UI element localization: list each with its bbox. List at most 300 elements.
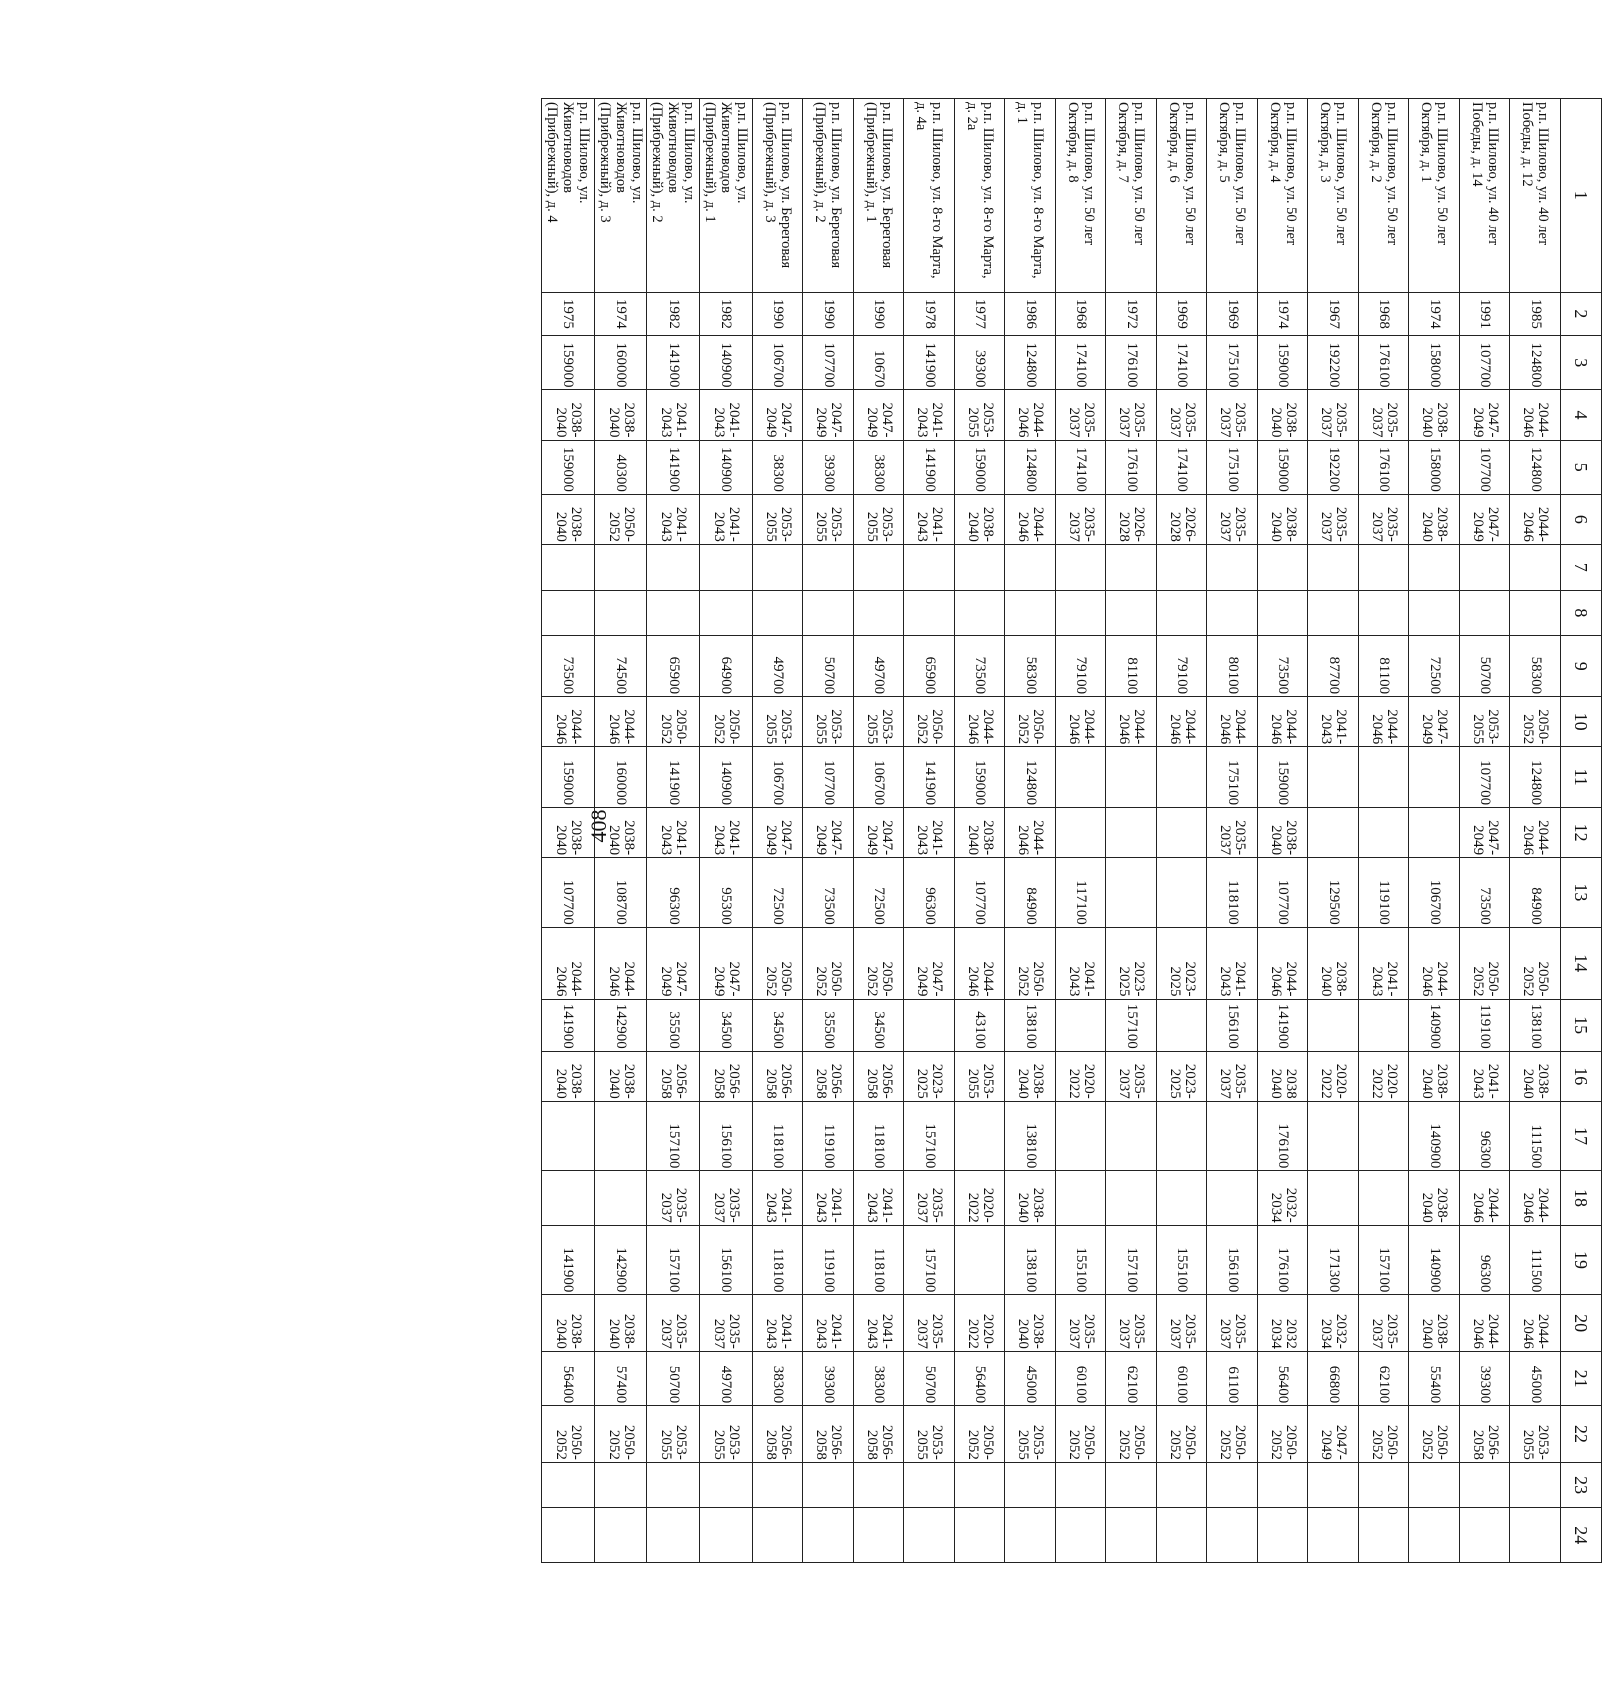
column-header-15: 15 bbox=[1561, 999, 1602, 1051]
period-end: 2043 bbox=[914, 407, 931, 438]
year-cell: 1978 bbox=[904, 292, 955, 336]
period-start: 2035- bbox=[725, 1187, 742, 1223]
value-cell bbox=[1207, 544, 1258, 590]
value-cell bbox=[1358, 697, 1409, 747]
period-end: 2040 bbox=[1267, 825, 1284, 856]
period-start: 2035- bbox=[1333, 402, 1350, 438]
period-start: 2044- bbox=[1080, 709, 1097, 745]
value-cell bbox=[700, 1508, 753, 1563]
value-cell: 156100 bbox=[1207, 999, 1258, 1051]
period-start: 2056- bbox=[1484, 1424, 1501, 1460]
value-cell bbox=[647, 1171, 700, 1225]
value-cell: 74500 bbox=[594, 636, 647, 697]
value-cell: 159000 bbox=[1257, 440, 1308, 494]
period-start: 2044- bbox=[1535, 820, 1552, 856]
value-cell bbox=[1156, 1051, 1207, 1101]
period-start: 2041- bbox=[828, 1313, 845, 1349]
period-start: 2047- bbox=[878, 820, 895, 856]
year-cell: 1969 bbox=[1156, 292, 1207, 336]
period-start: 2047- bbox=[725, 961, 742, 997]
value-cell bbox=[803, 1295, 854, 1352]
value-cell: 39300 bbox=[1459, 1351, 1510, 1405]
value-cell bbox=[542, 544, 595, 590]
value-cell bbox=[1207, 1462, 1258, 1508]
value-cell bbox=[1005, 590, 1056, 636]
value-cell bbox=[954, 1462, 1005, 1508]
period-end: 2049 bbox=[1318, 1429, 1335, 1460]
period-start: 2041- bbox=[1333, 709, 1350, 745]
address-cell: р.п. Шилово, ул. 50 лет Октября, д. 4 bbox=[1257, 99, 1308, 293]
period-start: 2026- bbox=[1131, 506, 1148, 542]
value-cell bbox=[1358, 1508, 1409, 1563]
period-start: 2038- bbox=[567, 1313, 584, 1349]
period-end: 2046 bbox=[1267, 966, 1284, 997]
value-cell: 34500 bbox=[700, 999, 753, 1051]
value-cell bbox=[1207, 390, 1258, 440]
period-start: 2053- bbox=[673, 1424, 690, 1460]
period-start: 2050- bbox=[1181, 1424, 1198, 1460]
value-cell bbox=[853, 1406, 904, 1463]
value-cell bbox=[1510, 1171, 1561, 1225]
period-start: 2053- bbox=[1535, 1424, 1552, 1460]
value-cell bbox=[1055, 1101, 1106, 1171]
address-cell: р.п. Шилово, ул. Животноводов (Прибрежный), д. 2 bbox=[647, 99, 700, 293]
period-end: 2046 bbox=[1520, 825, 1537, 856]
table-row bbox=[542, 99, 595, 1563]
period-start: 2044- bbox=[1181, 709, 1198, 745]
period-start: 2053- bbox=[777, 709, 794, 745]
column-header-21: 21 bbox=[1561, 1351, 1602, 1405]
period-start: 2035- bbox=[1131, 402, 1148, 438]
period-end: 2037 bbox=[1116, 1318, 1133, 1349]
value-cell: 58300 bbox=[1005, 636, 1056, 697]
column-header-17: 17 bbox=[1561, 1101, 1602, 1171]
value-cell bbox=[954, 808, 1005, 858]
value-cell bbox=[1510, 390, 1561, 440]
value-cell bbox=[1055, 1051, 1106, 1101]
year-cell: 1990 bbox=[752, 292, 803, 336]
period-start: 2038- bbox=[620, 1063, 637, 1099]
value-cell: 49700 bbox=[752, 636, 803, 697]
period-start: 2050- bbox=[620, 1424, 637, 1460]
value-cell: 39300 bbox=[803, 440, 854, 494]
period-start: 2047- bbox=[929, 961, 946, 997]
value-cell bbox=[1358, 927, 1409, 999]
value-cell: 175100 bbox=[1207, 440, 1258, 494]
page-number: 408 bbox=[586, 809, 611, 843]
period-start: 2035- bbox=[1232, 1313, 1249, 1349]
value-cell bbox=[904, 927, 955, 999]
period-end: 2046 bbox=[1217, 714, 1234, 745]
column-header-14: 14 bbox=[1561, 927, 1602, 999]
value-cell bbox=[542, 1462, 595, 1508]
period-start: 2050- bbox=[929, 709, 946, 745]
value-cell: 56400 bbox=[1257, 1351, 1308, 1405]
value-cell bbox=[1156, 1406, 1207, 1463]
value-cell bbox=[1257, 494, 1308, 544]
column-header-2: 2 bbox=[1561, 292, 1602, 336]
address-cell: р.п. Шилово, ул. 8-го Марта, д. 2а bbox=[954, 99, 1005, 293]
period-end: 2028 bbox=[1166, 511, 1183, 542]
period-end: 2052 bbox=[914, 714, 931, 745]
period-end: 2037 bbox=[1368, 1318, 1385, 1349]
period-start: 2047- bbox=[1333, 1424, 1350, 1460]
value-cell bbox=[1156, 747, 1207, 808]
value-cell: 157100 bbox=[647, 1225, 700, 1295]
value-cell: 39300 bbox=[954, 336, 1005, 390]
year-cell: 1968 bbox=[1358, 292, 1409, 336]
period-end: 2037 bbox=[914, 1192, 931, 1223]
value-cell bbox=[1409, 1051, 1460, 1101]
value-cell bbox=[904, 544, 955, 590]
value-cell bbox=[1510, 1295, 1561, 1352]
value-cell bbox=[904, 1462, 955, 1508]
period-start: 2044- bbox=[1535, 402, 1552, 438]
period-end: 2022 bbox=[1065, 1068, 1082, 1099]
value-cell: 65900 bbox=[904, 636, 955, 697]
period-start: 2035- bbox=[1131, 1063, 1148, 1099]
value-cell bbox=[1308, 494, 1359, 544]
value-cell bbox=[542, 808, 595, 858]
period-start: 2044- bbox=[1131, 709, 1148, 745]
table-row bbox=[1005, 99, 1056, 1563]
value-cell: 176100 bbox=[1358, 336, 1409, 390]
value-cell bbox=[1459, 494, 1510, 544]
value-cell: 84900 bbox=[1005, 858, 1056, 928]
period-end: 2043 bbox=[710, 825, 727, 856]
value-cell: 107700 bbox=[542, 858, 595, 928]
value-cell bbox=[1055, 1462, 1106, 1508]
period-end: 2055 bbox=[813, 511, 830, 542]
period-end: 2043 bbox=[710, 407, 727, 438]
value-cell bbox=[1358, 590, 1409, 636]
value-cell: 159000 bbox=[954, 747, 1005, 808]
table-row bbox=[1459, 99, 1510, 1563]
period-start: 2038- bbox=[620, 820, 637, 856]
column-header-7: 7 bbox=[1561, 544, 1602, 590]
value-cell bbox=[904, 1295, 955, 1352]
rotated-table-frame bbox=[541, 98, 1602, 1563]
period-start: 2032- bbox=[1333, 1313, 1350, 1349]
value-cell bbox=[1106, 1051, 1157, 1101]
value-cell: 138100 bbox=[1510, 999, 1561, 1051]
value-cell: 175100 bbox=[1207, 336, 1258, 390]
period-end: 2046 bbox=[1015, 407, 1032, 438]
value-cell: 157100 bbox=[904, 1225, 955, 1295]
address-cell: р.п. Шилово, ул. Береговая (Прибрежный), д. 2 bbox=[803, 99, 854, 293]
column-header-23: 23 bbox=[1561, 1462, 1602, 1508]
period-end: 2037 bbox=[1065, 511, 1082, 542]
period-end: 2058 bbox=[658, 1068, 675, 1099]
value-cell bbox=[594, 1462, 647, 1508]
period-end: 2052 bbox=[1469, 966, 1486, 997]
value-cell: 124800 bbox=[1510, 336, 1561, 390]
value-cell bbox=[1510, 1051, 1561, 1101]
value-cell bbox=[700, 697, 753, 747]
value-cell: 73500 bbox=[1459, 858, 1510, 928]
value-cell: 96300 bbox=[1459, 1225, 1510, 1295]
period-start: 2020- bbox=[1333, 1063, 1350, 1099]
value-cell bbox=[1257, 808, 1308, 858]
period-end: 2043 bbox=[658, 511, 675, 542]
period-end: 2052 bbox=[863, 966, 880, 997]
period-start: 2041- bbox=[1080, 961, 1097, 997]
period-start: 2035- bbox=[1181, 402, 1198, 438]
period-end: 2037 bbox=[1368, 511, 1385, 542]
period-end: 2037 bbox=[658, 1192, 675, 1223]
period-end: 2037 bbox=[658, 1318, 675, 1349]
value-cell bbox=[1358, 747, 1409, 808]
value-cell bbox=[1156, 390, 1207, 440]
period-end: 2058 bbox=[1469, 1429, 1486, 1460]
year-cell: 1972 bbox=[1106, 292, 1157, 336]
value-cell bbox=[1409, 390, 1460, 440]
table-row bbox=[1308, 99, 1359, 1563]
value-cell bbox=[1156, 697, 1207, 747]
value-cell: 176100 bbox=[1106, 440, 1157, 494]
period-end: 2025 bbox=[1166, 966, 1183, 997]
period-end: 2055 bbox=[863, 511, 880, 542]
value-cell: 140900 bbox=[700, 440, 753, 494]
period-end: 2052 bbox=[1015, 966, 1032, 997]
period-end: 2046 bbox=[1015, 825, 1032, 856]
period-start: 2041- bbox=[1383, 961, 1400, 997]
value-cell bbox=[853, 494, 904, 544]
period-end: 2046 bbox=[964, 966, 981, 997]
period-start: 2038- bbox=[979, 506, 996, 542]
period-start: 2044- bbox=[1232, 709, 1249, 745]
value-cell bbox=[1257, 590, 1308, 636]
value-cell: 157100 bbox=[1358, 1225, 1409, 1295]
value-cell: 73500 bbox=[803, 858, 854, 928]
value-cell: 50700 bbox=[803, 636, 854, 697]
value-cell: 138100 bbox=[1005, 999, 1056, 1051]
value-cell: 107700 bbox=[1257, 858, 1308, 928]
period-start: 2035- bbox=[673, 1313, 690, 1349]
value-cell bbox=[1510, 1462, 1561, 1508]
period-start: 2056- bbox=[828, 1063, 845, 1099]
value-cell bbox=[1510, 494, 1561, 544]
period-start: 2053- bbox=[828, 506, 845, 542]
period-start: 2035- bbox=[1131, 1313, 1148, 1349]
period-end: 2046 bbox=[1065, 714, 1082, 745]
period-start: 2056- bbox=[673, 1063, 690, 1099]
value-cell: 38300 bbox=[853, 440, 904, 494]
value-cell bbox=[1106, 858, 1157, 928]
period-end: 2052 bbox=[1015, 714, 1032, 745]
period-start: 2035- bbox=[725, 1313, 742, 1349]
period-start: 2050- bbox=[1383, 1424, 1400, 1460]
value-cell bbox=[853, 390, 904, 440]
value-cell: 141900 bbox=[904, 747, 955, 808]
period-start: 2035- bbox=[1333, 506, 1350, 542]
value-cell bbox=[542, 1051, 595, 1101]
value-cell bbox=[803, 808, 854, 858]
period-start: 2044- bbox=[1282, 709, 1299, 745]
value-cell bbox=[1207, 1406, 1258, 1463]
value-cell bbox=[542, 927, 595, 999]
value-cell bbox=[1156, 1171, 1207, 1225]
value-cell bbox=[1409, 1171, 1460, 1225]
period-end: 2046 bbox=[1015, 511, 1032, 542]
period-end: 2046 bbox=[964, 714, 981, 745]
value-cell bbox=[1055, 590, 1106, 636]
period-end: 2055 bbox=[658, 1429, 675, 1460]
value-cell bbox=[647, 1462, 700, 1508]
value-cell: 58300 bbox=[1510, 636, 1561, 697]
value-cell bbox=[1156, 544, 1207, 590]
period-start: 2050- bbox=[1080, 1424, 1097, 1460]
value-cell bbox=[1055, 1295, 1106, 1352]
period-start: 2047- bbox=[777, 402, 794, 438]
period-start: 2035- bbox=[1383, 506, 1400, 542]
value-cell bbox=[1005, 1406, 1056, 1463]
table-row bbox=[1409, 99, 1460, 1563]
value-cell: 141900 bbox=[1257, 999, 1308, 1051]
period-end: 2052 bbox=[762, 966, 779, 997]
value-cell: 138100 bbox=[1005, 1101, 1056, 1171]
value-cell: 141900 bbox=[647, 336, 700, 390]
column-header-12: 12 bbox=[1561, 808, 1602, 858]
column-header-19: 19 bbox=[1561, 1225, 1602, 1295]
year-cell: 1968 bbox=[1055, 292, 1106, 336]
period-end: 2049 bbox=[762, 825, 779, 856]
period-end: 2040 bbox=[964, 825, 981, 856]
period-end: 2037 bbox=[1065, 407, 1082, 438]
period-start: 2038- bbox=[1282, 506, 1299, 542]
value-cell bbox=[594, 697, 647, 747]
value-cell bbox=[647, 544, 700, 590]
value-cell: 80100 bbox=[1207, 636, 1258, 697]
address-cell: р.п. Шилово, ул. Животноводов (Прибрежный), д. 3 bbox=[594, 99, 647, 293]
period-end: 2058 bbox=[762, 1068, 779, 1099]
value-cell: 155100 bbox=[1156, 1225, 1207, 1295]
value-cell: 79100 bbox=[1156, 636, 1207, 697]
period-start: 2026- bbox=[1181, 506, 1198, 542]
period-end: 2037 bbox=[1116, 1068, 1133, 1099]
period-start: 2056- bbox=[878, 1063, 895, 1099]
period-end: 2052 bbox=[605, 1429, 622, 1460]
value-cell bbox=[1459, 544, 1510, 590]
value-cell bbox=[1358, 1462, 1409, 1508]
table-row bbox=[904, 99, 955, 1563]
year-cell: 1974 bbox=[594, 292, 647, 336]
value-cell bbox=[1308, 999, 1359, 1051]
value-cell bbox=[1005, 1462, 1056, 1508]
period-start: 2044- bbox=[1030, 506, 1047, 542]
period-start: 2044- bbox=[1535, 1313, 1552, 1349]
period-end: 2022 bbox=[964, 1318, 981, 1349]
period-start: 2044- bbox=[1282, 961, 1299, 997]
value-cell: 174100 bbox=[1156, 336, 1207, 390]
column-header-11: 11 bbox=[1561, 747, 1602, 808]
period-end: 2046 bbox=[1469, 1192, 1486, 1223]
value-cell bbox=[1207, 1051, 1258, 1101]
value-cell: 95300 bbox=[700, 858, 753, 928]
value-cell bbox=[1409, 808, 1460, 858]
value-cell bbox=[1510, 697, 1561, 747]
period-start: 2044- bbox=[567, 709, 584, 745]
column-header-22: 22 bbox=[1561, 1406, 1602, 1463]
value-cell bbox=[594, 1406, 647, 1463]
period-end: 2055 bbox=[762, 511, 779, 542]
value-cell: 57400 bbox=[594, 1351, 647, 1405]
value-cell bbox=[594, 1171, 647, 1225]
period-end: 2040 bbox=[605, 825, 622, 856]
value-cell: 111500 bbox=[1510, 1101, 1561, 1171]
period-end: 2046 bbox=[1520, 407, 1537, 438]
value-cell bbox=[1106, 747, 1157, 808]
value-cell bbox=[647, 927, 700, 999]
value-cell bbox=[954, 1051, 1005, 1101]
period-start: 2047- bbox=[1484, 402, 1501, 438]
value-cell bbox=[752, 1295, 803, 1352]
value-cell: 118100 bbox=[853, 1225, 904, 1295]
period-start: 2032- bbox=[1282, 1187, 1299, 1223]
value-cell bbox=[1005, 494, 1056, 544]
value-cell bbox=[1257, 390, 1308, 440]
value-cell: 159000 bbox=[954, 440, 1005, 494]
value-cell bbox=[594, 1051, 647, 1101]
period-end: 2040 bbox=[1267, 407, 1284, 438]
period-end: 2046 bbox=[1469, 1318, 1486, 1349]
value-cell bbox=[803, 1406, 854, 1463]
period-start: 2038- bbox=[567, 506, 584, 542]
value-cell bbox=[904, 1051, 955, 1101]
period-end: 2049 bbox=[762, 407, 779, 438]
value-cell: 96300 bbox=[647, 858, 700, 928]
period-end: 2034 bbox=[1267, 1192, 1284, 1223]
value-cell: 106700 bbox=[1409, 858, 1460, 928]
value-cell: 49700 bbox=[853, 636, 904, 697]
value-cell bbox=[1106, 590, 1157, 636]
value-cell bbox=[954, 697, 1005, 747]
value-cell bbox=[700, 590, 753, 636]
period-start: 2047- bbox=[777, 820, 794, 856]
value-cell: 79100 bbox=[1055, 636, 1106, 697]
value-cell bbox=[700, 1406, 753, 1463]
table-row bbox=[700, 99, 753, 1563]
table-body bbox=[542, 99, 1561, 1563]
period-end: 2025 bbox=[1116, 966, 1133, 997]
column-header-9: 9 bbox=[1561, 636, 1602, 697]
period-start: 2038- bbox=[567, 1063, 584, 1099]
period-end: 2043 bbox=[813, 1318, 830, 1349]
value-cell bbox=[752, 1051, 803, 1101]
value-cell: 159000 bbox=[542, 336, 595, 390]
value-cell: 40300 bbox=[594, 440, 647, 494]
period-start: 2020- bbox=[1383, 1063, 1400, 1099]
period-start: 2044- bbox=[1484, 1187, 1501, 1223]
period-end: 2055 bbox=[762, 714, 779, 745]
value-cell bbox=[1156, 590, 1207, 636]
period-end: 2049 bbox=[1469, 407, 1486, 438]
value-cell bbox=[594, 1101, 647, 1171]
value-cell: 38300 bbox=[853, 1351, 904, 1405]
value-cell bbox=[594, 544, 647, 590]
value-cell bbox=[1207, 927, 1258, 999]
value-cell: 176100 bbox=[1358, 440, 1409, 494]
value-cell: 141900 bbox=[904, 440, 955, 494]
period-end: 2040 bbox=[605, 1068, 622, 1099]
value-cell bbox=[904, 1406, 955, 1463]
value-cell bbox=[853, 544, 904, 590]
value-cell bbox=[1459, 697, 1510, 747]
period-end: 2037 bbox=[1217, 1318, 1234, 1349]
period-end: 2040 bbox=[1419, 1192, 1436, 1223]
value-cell bbox=[1358, 390, 1409, 440]
value-cell bbox=[1409, 1508, 1460, 1563]
